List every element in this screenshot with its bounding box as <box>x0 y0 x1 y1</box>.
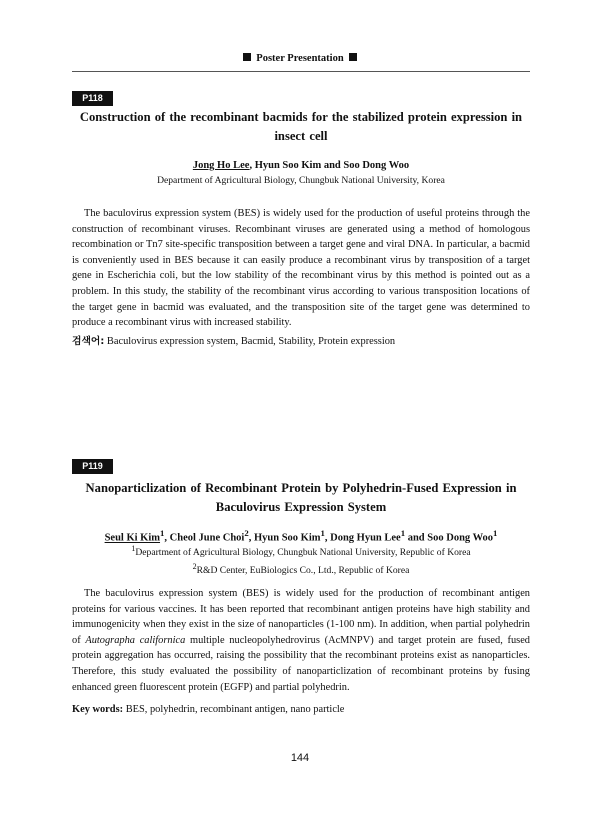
keywords-label: 검색어: <box>72 336 105 347</box>
author-superscript: 1 <box>320 528 325 538</box>
author-separator: , <box>164 532 170 544</box>
poster-id-badge: P119 <box>72 459 113 474</box>
author-list <box>72 160 530 171</box>
poster-title-line: insect cell <box>274 129 328 143</box>
poster-id-badge: P118 <box>72 91 113 106</box>
page-number: 144 <box>290 752 310 764</box>
presenting-author: Jong Ho Lee <box>192 160 250 171</box>
poster-title <box>72 108 530 146</box>
author-separator: and <box>405 532 428 544</box>
keywords-label: Key words: <box>72 704 124 715</box>
poster-title <box>72 479 530 517</box>
abstract-body: The baculovirus expression system (BES) is widely used for the production of useful proteins through the construction of recombinant viruses. Recombinant viruses are generated using a method of homologous recombination or Tn7 site-specific transposition between a target gene and viral DNA. In particular, a bacmid is conveniently used in BES because it can easily produce a recombinant virus by transposition of a target gene in Escherichia coli, but the low stability of the recombinant virus by this method is pointed out as a problem. In this study, the stability of the recombinant virus according to various transposition locations of the target gene in bacmid was evaluated, and the transposition site of the target gene was determined to produce a recombinant virus with increased stability. <box>72 208 530 329</box>
affiliation-superscript: 1 <box>131 544 136 553</box>
abstract-text: The baculovirus expression system (BES) is widely used for the production of recombinant antigen proteins for various vaccines. It has been reported that recombinant antigen proteins have high stability and immunogenicity when they exist in the size of nanoparticles (1-100 nm). In addition, when partial polyhedrin of <box>72 588 530 646</box>
affiliation-text: R&D Center, EuBiologics Co., Ltd., Republic of Korea <box>196 565 410 577</box>
author-superscript: 2 <box>244 528 249 538</box>
section-header <box>0 53 600 64</box>
co-author: Dong Hyun Lee <box>330 532 401 544</box>
author-superscript: 1 <box>160 528 165 538</box>
presenting-author: Seul Ki Kim <box>104 532 161 544</box>
square-bullet-icon <box>349 53 357 61</box>
section-header-label: Poster Presentation <box>256 53 344 64</box>
keywords-text: BES, polyhedrin, recombinant antigen, nano particle <box>125 704 345 715</box>
affiliation: Department of Agricultural Biology, Chungbuk National University, Korea <box>157 175 445 186</box>
co-authors: , Hyun Soo Kim and Soo Dong Woo <box>249 160 410 171</box>
affiliation <box>72 542 530 560</box>
keywords-line <box>72 335 530 349</box>
co-author: Cheol June Choi <box>169 532 245 544</box>
co-author: Hyun Soo Kim <box>253 532 321 544</box>
keywords-text: Baculovirus expression system, Bacmid, Stability, Protein expression <box>106 336 396 347</box>
author-separator: , <box>324 532 331 544</box>
poster-title-line: Nanoparticlization of Recombinant Protein by Polyhedrin-Fused Expression in <box>85 481 517 495</box>
co-author: Soo Dong Woo <box>427 532 494 544</box>
header-divider <box>72 71 530 72</box>
affiliation-superscript: 2 <box>192 562 197 572</box>
affiliation <box>72 560 530 578</box>
abstract-text: multiple nucleopolyhedrovirus (AcMNPV) and target protein are fused, fused protein aggregation has occurred, raising the possibility that the recombinant proteins exist as nanoparticles. Therefore, this study evaluated the possibility of nanoparticlization of recombinant proteins by fusing enhanced green fluorescent protein (EGFP) and partial polyhedrin. <box>72 634 531 693</box>
abstract-body <box>72 586 530 695</box>
poster-title-line: Construction of the recombinant bacmids for the stabilized protein expression in <box>79 110 523 124</box>
author-separator: , <box>248 532 254 544</box>
species-name: Autographa californica <box>85 634 186 646</box>
square-bullet-icon <box>243 53 251 61</box>
author-superscript: 1 <box>493 528 498 538</box>
keywords-line <box>72 703 530 717</box>
poster-title-line: Baculovirus Expression System <box>215 500 387 514</box>
affiliation-text: Department of Agricultural Biology, Chungbuk National University, Republic of Korea <box>135 547 471 559</box>
author-superscript: 1 <box>400 528 406 538</box>
affiliation-list <box>72 542 530 578</box>
